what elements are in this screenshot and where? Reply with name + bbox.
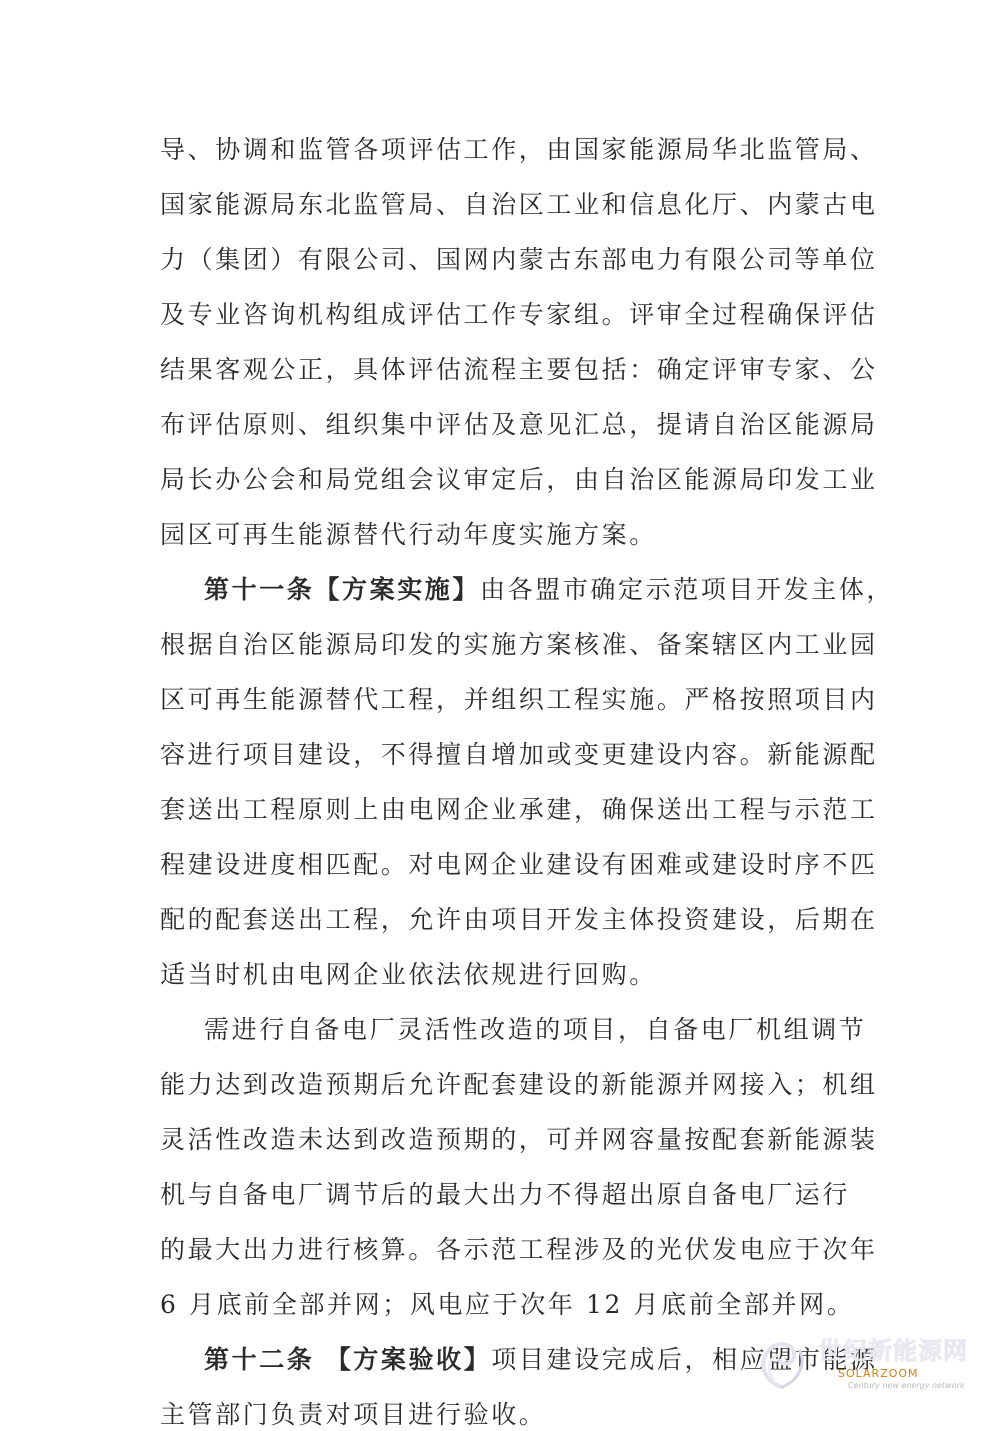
article-11-first-line-text: 由各盟市确定示范项目开发主体， (480, 575, 895, 604)
watermark-subtitle: Century new energy network (848, 1381, 965, 1390)
text-line: 根据自治区能源局印发的实施方案核准、备案辖区内工业园 (160, 630, 878, 659)
text-line: 配的配套送出工程，允许由项目开发主体投资建设，后期在 (160, 905, 878, 934)
text-line: 的最大出力进行核算。各示范工程涉及的光伏发电应于次年 (160, 1235, 878, 1264)
text-line: 国家能源局东北监管局、自治区工业和信息化厅、内蒙古电 (160, 190, 878, 219)
text-line: 导、协调和监管各项评估工作，由国家能源局华北监管局、 (160, 135, 878, 164)
text-line: 需进行自备电厂灵活性改造的项目，自备电厂机组调节 (204, 1015, 867, 1044)
article-11-heading: 第十一条【方案实施】 (204, 575, 481, 604)
watermark (752, 1329, 982, 1399)
text-line: 程建设进度相匹配。对电网企业建设有困难或建设时序不匹 (160, 850, 878, 879)
watermark-brand: SOLARZOOM (838, 1367, 919, 1380)
article-11-first-line (204, 574, 904, 606)
text-line: 区可再生能源替代工程，并组织工程实施。严格按照项目内 (160, 685, 878, 714)
text-line: 主管部门负责对项目进行验收。 (160, 1400, 547, 1429)
text-line: 容进行项目建设，不得擅自增加或变更建设内容。新能源配 (160, 740, 878, 769)
text-line: 灵活性改造未达到改造预期的，可并网容量按配套新能源装 (160, 1125, 878, 1154)
text-line: 结果客观公正，具体评估流程主要包括：确定评审专家、公 (160, 355, 878, 384)
text-line: 布评估原则、组织集中评估及意见汇总，提请自治区能源局 (160, 410, 878, 439)
text-line: 6 月底前全部并网；风电应于次年 12 月底前全部并网。 (160, 1290, 855, 1319)
text-line: 园区可再生能源替代行动年度实施方案。 (160, 520, 657, 549)
text-line: 力（集团）有限公司、国网内蒙古东部电力有限公司等单位 (160, 245, 878, 274)
text-line: 局长办公会和局党组会议审定后，由自治区能源局印发工业 (160, 465, 878, 494)
text-line: 能力达到改造预期后允许配套建设的新能源并网接入；机组 (160, 1070, 878, 1099)
article-12-first-line-text: 项目建设完成后，相应盟市能源 (491, 1345, 878, 1374)
text-line: 及专业咨询机构组成评估工作专家组。评审全过程确保评估 (160, 300, 878, 329)
swirl-logo-icon (752, 1331, 812, 1391)
text-line: 适当时机由电网企业依法依规进行回购。 (160, 960, 657, 989)
text-line: 套送出工程原则上由电网企业承建，确保送出工程与示范工 (160, 795, 878, 824)
article-12-heading: 第十二条 【方案验收】 (204, 1345, 492, 1374)
watermark-title: 世纪新能源网 (818, 1337, 968, 1365)
text-line: 机与自备电厂调节后的最大出力不得超出原自备电厂运行 (160, 1180, 851, 1209)
